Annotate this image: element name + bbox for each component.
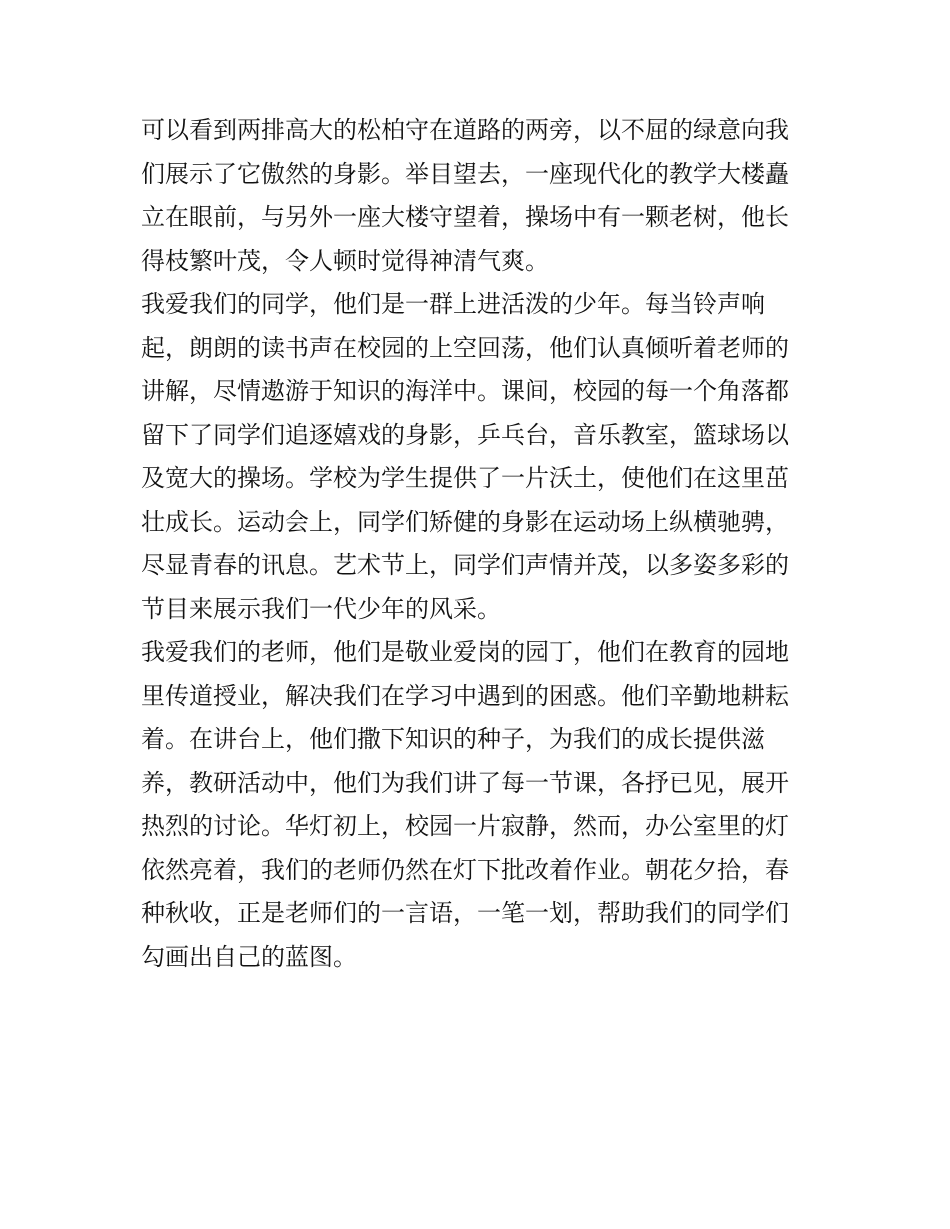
text-line: 壮成长。运动会上，同学们矫健的身影在运动场上纵横驰骋， [141, 507, 789, 536]
text-line: 可以看到两排高大的松柏守在道路的两旁，以不屈的绿意向我 [141, 116, 789, 144]
text-line: 及宽大的操场。学校为学生提供了一片沃土，使他们在这里茁 [141, 464, 789, 492]
text-line: 里传道授业，解决我们在学习中遇到的困惑。他们辛勤地耕耘 [141, 681, 789, 710]
text-line: 种秋收，正是老师们的一言语，一笔一划，帮助我们的同学们 [141, 899, 789, 927]
text-line: 勾画出自己的蓝图。 [141, 942, 357, 971]
text-line: 留下了同学们追逐嬉戏的身影，乒乓台，音乐教室，篮球场以 [141, 420, 789, 449]
text-line: 我爱我们的同学，他们是一群上进活泼的少年。每当铃声响 [141, 290, 765, 318]
text-line: 热烈的讨论。华灯初上，校园一片寂静，然而，办公室里的灯 [141, 812, 789, 840]
document-body-text [141, 109, 813, 979]
text-line: 着。在讲台上，他们撒下知识的种子，为我们的成长提供滋 [141, 725, 765, 753]
text-line: 依然亮着，我们的老师仍然在灯下批改着作业。朝花夕拾，春 [141, 855, 789, 884]
text-line: 们展示了它傲然的身影。举目望去，一座现代化的教学大楼矗 [141, 159, 789, 188]
text-line: 养，教研活动中，他们为我们讲了每一节课，各抒已见，展开 [141, 768, 789, 797]
text-line: 我爱我们的老师，他们是敬业爱岗的园丁，他们在教育的园地 [141, 638, 789, 666]
text-line: 立在眼前，与另外一座大楼守望着，操场中有一颗老树，他长 [141, 203, 789, 231]
text-line: 讲解，尽情遨游于知识的海洋中。课间，校园的每一个角落都 [141, 377, 789, 405]
text-line: 尽显青春的讯息。艺术节上，同学们声情并茂，以多姿多彩的 [141, 551, 789, 579]
text-line: 起，朗朗的读书声在校园的上空回荡，他们认真倾听着老师的 [141, 333, 789, 362]
text-line: 得枝繁叶茂，令人顿时觉得神清气爽。 [141, 246, 549, 275]
text-line: 节目来展示我们一代少年的风采。 [141, 594, 501, 623]
